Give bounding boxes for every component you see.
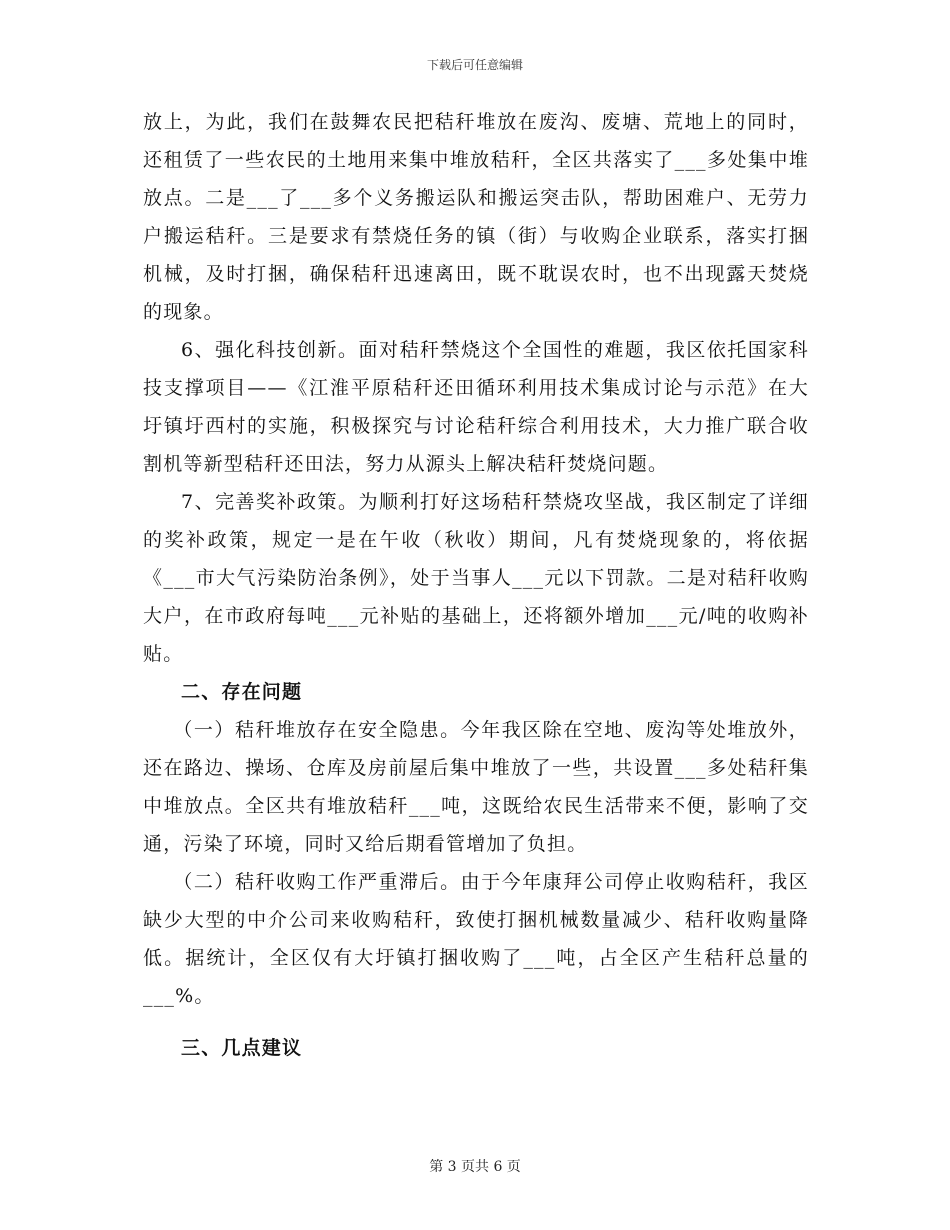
- header-note: 下载后可任意编辑: [426, 58, 523, 72]
- section-heading-problems: 二、存在问题: [181, 681, 303, 703]
- paragraph-issue-storage-safety: （一）秸秆堆放存在安全隐患。今年我区除在空地、废沟等处堆放外，还在路边、操场、仓库及房前屋后集中堆放了一些，共设置___多处秸秆集中堆放点。全区共有堆放秸秆___吨，这既给农民生活带来不便，影响了交通，污染了环境，同时又给后期看管增加了负担。: [143, 719, 809, 855]
- paragraph-intro: 放上，为此，我们在鼓舞农民把秸秆堆放在废沟、废塘、荒地上的同时，还租赁了一些农民的土地用来集中堆放秸秆，全区共落实了___多处集中堆放点。二是___了___多个义务搬运队和搬运突击队，帮助困难户、无劳力户搬运秸秆。三是要求有禁烧任务的镇（街）与收购企业联系，落实打捆机械，及时打捆，确保秸秆迅速离田，既不耽误农时，也不出现露天焚烧的现象。: [143, 111, 809, 323]
- paragraph-7-subsidy-policy: 7、完善奖补政策。为顺利打好这场秸秆禁烧攻坚战，我区制定了详细的奖补政策，规定一是在午收（秋收）期间，凡有焚烧现象的，将依据《___市大气污染防治条例》，处于当事人___元以下罚款。二是对秸秆收购大户，在市政府每吨___元补贴的基础上，还将额外增加___元/吨的收购补贴。: [143, 491, 809, 665]
- page-footer: 第 3 页共 6 页: [429, 1159, 521, 1175]
- paragraph-issue-purchase-lag: （二）秸秆收购工作严重滞后。由于今年康拜公司停止收购秸秆，我区缺少大型的中介公司来收购秸秆，致使打捆机械数量减少、秸秆收购量降低。据统计，全区仅有大圩镇打捆收购了___吨，占全区产生秸秆总量的___%。: [143, 871, 809, 1007]
- section-heading-suggestions: 三、几点建议: [181, 1037, 303, 1059]
- paragraph-6-tech-innovation: 6、强化科技创新。面对秸秆禁烧这个全国性的难题，我区依托国家科技支撑项目——《江淮平原秸秆还田循环利用技术集成讨论与示范》在大圩镇圩西村的实施，积极探究与讨论秸秆综合利用技术，大力推广联合收割机等新型秸秆还田法，努力从源头上解决秸秆焚烧问题。: [143, 339, 809, 475]
- document-body: [143, 103, 809, 1067]
